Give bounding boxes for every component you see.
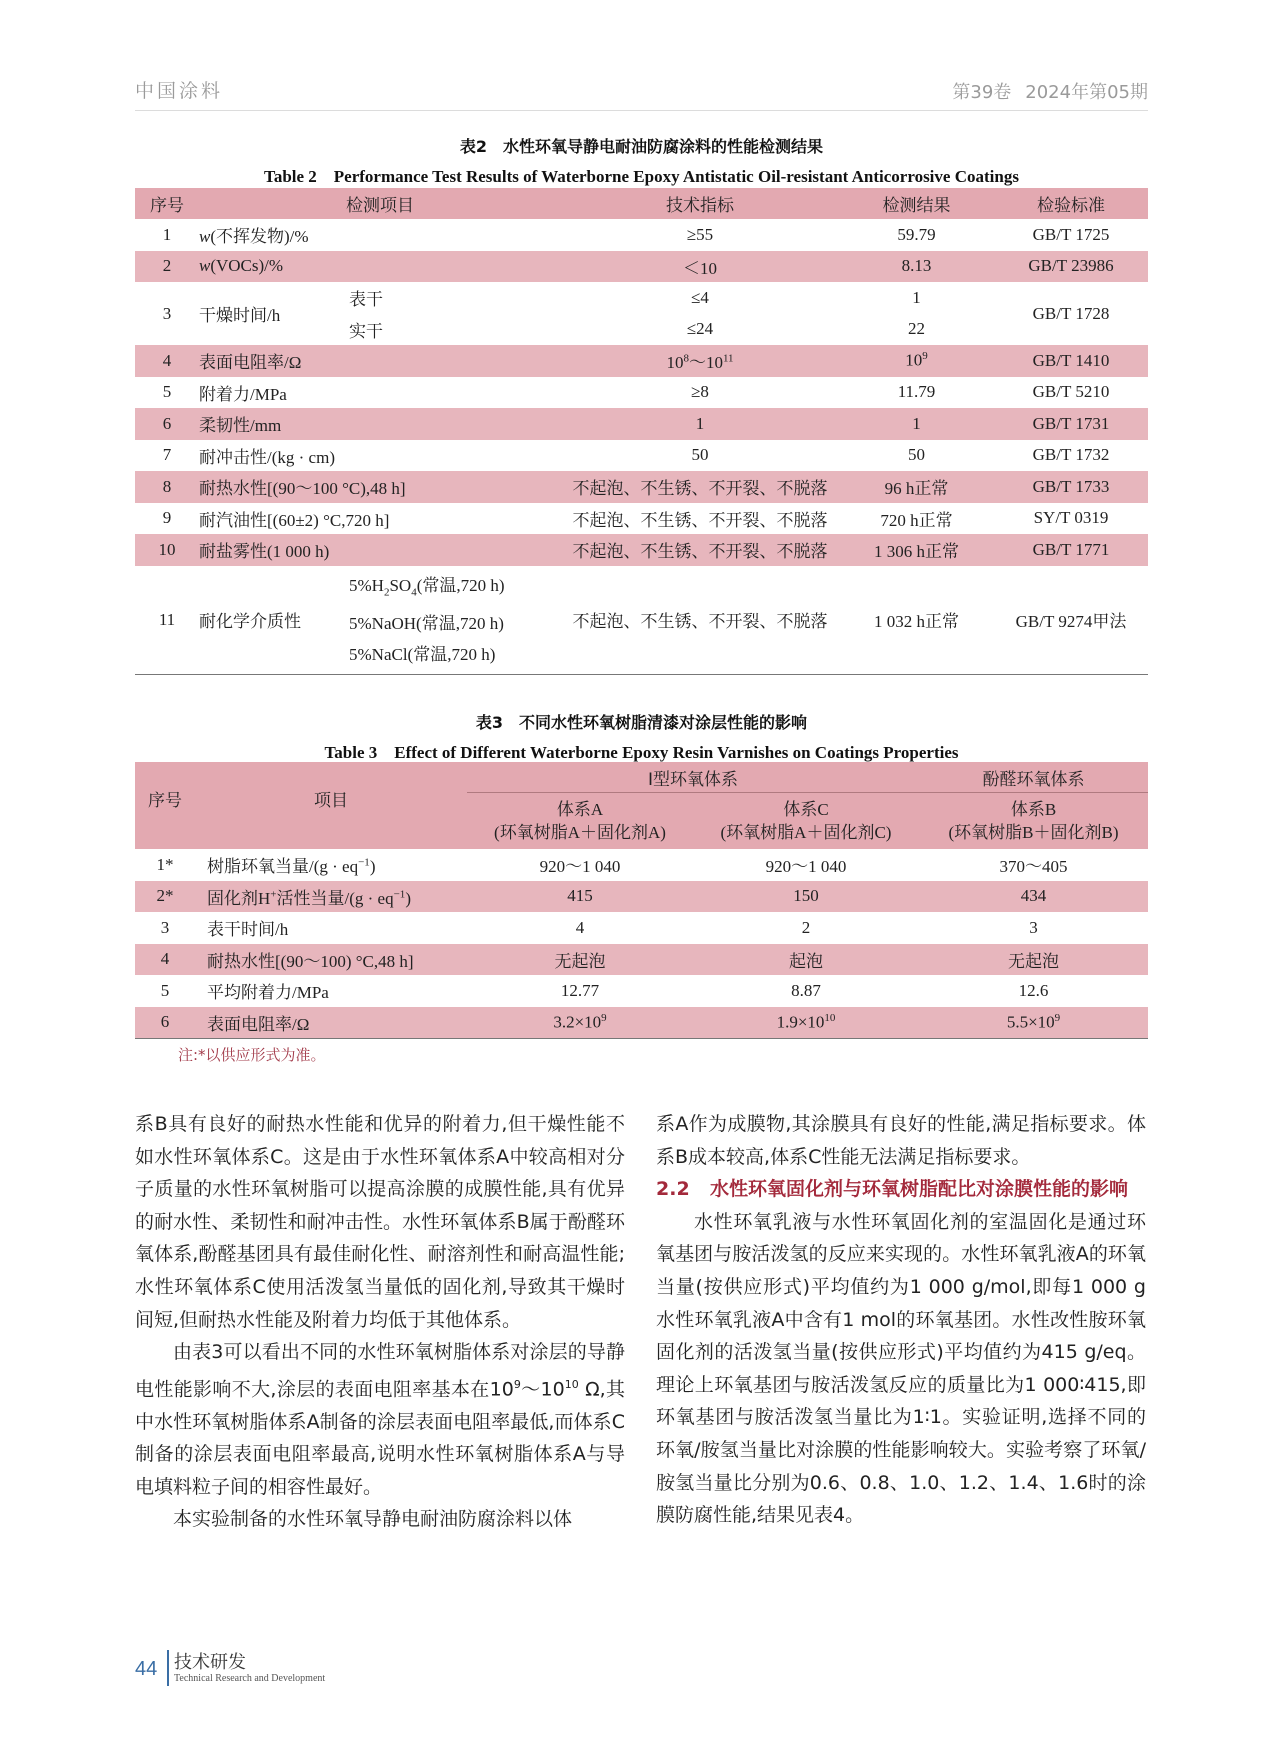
row-no: 3 xyxy=(160,917,170,937)
row-item: 耐冲击性/(kg · cm) xyxy=(199,447,335,467)
table2-header-result: 检测结果 xyxy=(882,196,951,215)
row-sysB: 12.6 xyxy=(1018,980,1049,1000)
row-no: 5 xyxy=(160,980,170,1000)
section-number: 2.2 xyxy=(656,1178,690,1201)
table-row xyxy=(135,440,1148,472)
row-spec: $10^8\sim 10^{11}$ xyxy=(666,352,734,373)
row-sysC: 150 xyxy=(793,886,819,906)
row-result: 1 xyxy=(912,413,921,433)
row-sysB: $5.5\times 10^9$ xyxy=(919,1007,1148,1039)
row-result: 1 xyxy=(912,287,921,307)
row-no: 2 xyxy=(162,256,172,276)
body-left-column xyxy=(135,1108,625,1536)
table-row xyxy=(135,1007,1148,1039)
table-row xyxy=(135,345,1148,377)
row-sysC: 起泡 xyxy=(789,951,823,971)
row-item: w(不挥发物)/% xyxy=(199,227,309,247)
table2-header-standard: 检验标准 xyxy=(1037,196,1105,215)
row-standard: GB/T 9274甲法 xyxy=(994,566,1148,675)
row-no: 8 xyxy=(162,476,172,496)
table2 xyxy=(135,188,1148,675)
row-sysA: 12.77 xyxy=(560,980,600,1000)
row-spec: ≥55 xyxy=(686,224,714,244)
table2-header-item: 检测项目 xyxy=(346,196,414,215)
row-item: 耐热水性[(90～100 °C),48 h] xyxy=(199,479,406,499)
table-row xyxy=(135,282,1148,314)
table3-group-novolac: 酚醛环氧体系 xyxy=(919,762,1148,793)
row-standard: SY/T 0319 xyxy=(1033,508,1109,528)
volume-label: 第39卷 xyxy=(952,82,1012,103)
section-title: 水性环氧固化剂与环氧树脂配比对涂膜性能的影响 xyxy=(710,1178,1129,1201)
row-result: 8.13 xyxy=(901,256,932,276)
row-no: 7 xyxy=(162,445,172,465)
issue-label: 2024年第05期 xyxy=(1025,82,1148,103)
header-rule xyxy=(135,110,1148,111)
row-spec: 1 xyxy=(695,413,705,433)
table3 xyxy=(135,762,1148,1039)
table3-header-sysB: 体系B (环氧树脂B＋固化剂B) xyxy=(948,800,1119,842)
row-no: 6 xyxy=(162,413,172,433)
paragraph: 本实验制备的水性环氧导静电耐油防腐涂料以体 xyxy=(173,1508,573,1531)
table2-caption-en: Table 2 Performance Test Results of Waterborne Epoxy Antistatic Oil-resistant Anticorrosive Coatings xyxy=(264,167,1019,186)
row-no: 9 xyxy=(162,508,172,528)
row-result: $10^9$ xyxy=(905,350,928,371)
row-result: 11.79 xyxy=(897,382,936,402)
row-sysA: $3.2\times 10^9$ xyxy=(467,1007,693,1039)
table-row xyxy=(135,219,1148,251)
table3-header-sysA: 体系A (环氧树脂A＋固化剂A) xyxy=(494,800,666,842)
row-standard: GB/T 1725 xyxy=(1032,224,1110,244)
row-sysB: 3 xyxy=(1029,917,1038,937)
table3-caption-en: Table 3 Effect of Different Waterborne Epoxy Resin Varnishes on Coatings Properties xyxy=(324,743,959,762)
row-item: 耐热水性[(90～100) °C,48 h] xyxy=(207,951,414,971)
row-spec: 不起泡、不生锈、不开裂、不脱落 xyxy=(572,510,828,530)
table-row xyxy=(135,377,1148,409)
row-spec: 50 xyxy=(691,445,709,465)
row-sysA: 无起泡 xyxy=(554,951,606,971)
table-row xyxy=(135,471,1148,503)
row-no: 3 xyxy=(162,303,172,323)
row-item: 表面电阻率/Ω xyxy=(195,1007,467,1039)
table2-header-spec: 技术指标 xyxy=(666,196,734,215)
table2-caption-zh: 表2 水性环氧导静电耐油防腐涂料的性能检测结果 xyxy=(459,137,824,156)
paragraph: 由表3可以看出不同的水性环氧树脂体系对涂层的导静电性能影响不大,涂层的表面电阻率基本在$10^9\sim 10^{10}$ Ω,其中水性环氧树脂体系A制备的涂层表面电阻率最低,而体系C制备的涂层表面电阻率最高,说明水性环氧树脂体系A与导电填料粒子间的相容性最好。 xyxy=(135,1341,625,1498)
row-item: w(VOCs)/% xyxy=(199,256,284,276)
row-result: 720 h正常 xyxy=(880,510,953,530)
row-sysB: 370～405 xyxy=(999,857,1068,877)
row-no: 2* xyxy=(156,886,174,906)
table3-header-sysC: 体系C (环氧树脂A＋固化剂C) xyxy=(720,800,892,842)
row-no: 10 xyxy=(158,539,176,559)
row-item: 附着力/MPa xyxy=(199,384,287,404)
row-spec: ≤24 xyxy=(686,319,714,339)
footer-divider xyxy=(167,1650,169,1686)
row-spec: ＜10 xyxy=(683,258,717,278)
row-result: 50 xyxy=(908,445,925,465)
row-no: 5 xyxy=(162,382,172,402)
row-result: 1 032 h正常 xyxy=(839,566,994,675)
row-no: 4 xyxy=(160,949,170,969)
paragraph: 水性环氧乳液与水性环氧固化剂的室温固化是通过环氧基团与胺活泼氢的反应来实现的。水性环氧乳液A的环氧当量(按供应形式)平均值约为1 000 g/mol,即每1 000 g水性环氧乳液A中含有1 mol的环氧基团。水性改性胺环氧固化剂的活泼氢当量(按供应形式)平均值约为415 g/eq。理论上环氧基团与胺活泼氢反应的质量比为1 000∶415,即环氧基团与胺活泼氢当量比为1∶1。实验证明,选择不同的环氧/胺氢当量比对涂膜的性能影响较大。实验考察了环氧/胺氢当量比分别为0.6、0.8、1.0、1.2、1.4、1.6时的涂膜防腐性能,结果见表4。 xyxy=(656,1210,1146,1527)
row-result: 22 xyxy=(908,319,925,339)
row-sysA: 4 xyxy=(575,917,585,937)
row-item: 固化剂H+活性当量$/(g \cdot eq^{-1})$ xyxy=(207,888,411,908)
issue-info xyxy=(938,78,1148,104)
paragraph: 系B具有良好的耐热水性能和优异的附着力,但干燥性能不如水性环氧体系C。这是由于水性环氧体系A中较高相对分子质量的水性环氧树脂可以提高涂膜的成膜性能,具有优异的耐水性、柔韧性和耐冲击性。水性环氧体系B属于酚醛环氧体系,酚醛基团具有最佳耐化性、耐溶剂性和耐高温性能;水性环氧体系C使用活泼氢当量低的固化剂,导致其干燥时间短,但耐热水性能及附着力均低于其他体系。 xyxy=(135,1113,625,1331)
table-row xyxy=(135,912,1148,944)
row-spec: 不起泡、不生锈、不开裂、不脱落 xyxy=(561,566,839,675)
table3-caption-zh: 表3 不同水性环氧树脂清漆对涂层性能的影响 xyxy=(475,713,808,732)
row-no: 1* xyxy=(156,854,174,874)
table-row xyxy=(135,849,1148,881)
table2-header-row xyxy=(135,188,1148,219)
row-spec: 不起泡、不生锈、不开裂、不脱落 xyxy=(572,479,828,499)
row-sysA: 920～1 040 xyxy=(539,857,621,877)
table2-header-no: 序号 xyxy=(150,196,184,215)
row-no: 6 xyxy=(135,1007,195,1039)
row-subitems: $5\%H_2SO_4$(常温,720 h) 5%NaOH(常温,720 h) 5%NaCl(常温,720 h) xyxy=(349,566,561,675)
row-standard: GB/T 1771 xyxy=(1032,539,1110,559)
section-heading xyxy=(656,1173,1146,1206)
row-sysC: 2 xyxy=(801,917,811,937)
table-row xyxy=(135,408,1148,440)
body-right-column xyxy=(656,1108,1146,1532)
row-sysC: 8.87 xyxy=(791,980,821,1000)
paragraph: 系A作为成膜物,其涂膜具有良好的性能,满足指标要求。体系B成本较高,体系C性能无法满足指标要求。 xyxy=(656,1113,1146,1168)
row-item: 柔韧性/mm xyxy=(199,416,282,436)
row-standard: GB/T 1732 xyxy=(1032,445,1110,465)
table-row xyxy=(135,566,1148,675)
table3-header-row xyxy=(135,762,1148,793)
row-result: 1 306 h正常 xyxy=(874,542,959,562)
row-spec: 不起泡、不生锈、不开裂、不脱落 xyxy=(572,542,828,562)
row-spec: ≤4 xyxy=(691,287,709,307)
table-row xyxy=(135,534,1148,566)
row-standard: GB/T 5210 xyxy=(1032,382,1110,402)
row-sysB: 434 xyxy=(1020,886,1047,906)
table-row xyxy=(135,503,1148,535)
row-item: 耐汽油性[(60±2) °C,720 h] xyxy=(199,510,390,530)
row-sysC: 920～1 040 xyxy=(765,857,847,877)
footer-section-zh: 技术研发 xyxy=(174,1652,246,1673)
journal-name: 中国涂料 xyxy=(135,80,224,102)
table-row xyxy=(135,251,1148,283)
row-sysB: 无起泡 xyxy=(1008,951,1059,971)
row-item: 耐化学介质性 xyxy=(199,566,349,675)
table-row xyxy=(135,881,1148,913)
row-result: 59.79 xyxy=(897,224,936,244)
row-item: 平均附着力/MPa xyxy=(207,983,329,1003)
row-sysC: $1.9\times 10^{10}$ xyxy=(693,1007,919,1039)
row-no: 11 xyxy=(135,566,199,675)
table3-note: 注:*以供应形式为准。 xyxy=(178,1046,326,1064)
row-item: 表干时间/h xyxy=(207,920,289,940)
row-standard: GB/T 1733 xyxy=(1032,476,1110,496)
table3-group-type1: Ⅰ型环氧体系 xyxy=(467,762,919,793)
table-row xyxy=(135,975,1148,1007)
row-standard: GB/T 1731 xyxy=(1032,413,1110,433)
row-subitem: 表干 xyxy=(349,290,383,310)
row-item: 干燥时间/h xyxy=(199,306,281,325)
table3-header-item: 项目 xyxy=(314,791,348,810)
row-no: 1 xyxy=(162,224,172,244)
page-number: 44 xyxy=(135,1658,158,1680)
table3-header-no: 序号 xyxy=(148,791,182,810)
row-item: 树脂环氧当量$/(g \cdot eq^{-1})$ xyxy=(207,856,376,877)
row-sysA: 415 xyxy=(567,886,593,906)
row-no: 4 xyxy=(162,350,172,370)
row-standard: GB/T 23986 xyxy=(1028,256,1114,276)
row-item: 耐盐雾性(1 000 h) xyxy=(199,542,330,562)
table-row xyxy=(135,944,1148,976)
row-subitem: 实干 xyxy=(349,321,383,341)
row-standard: GB/T 1728 xyxy=(1032,303,1110,323)
row-standard: GB/T 1410 xyxy=(1032,350,1110,370)
row-item: 表面电阻率/Ω xyxy=(199,353,302,373)
row-result: 96 h正常 xyxy=(884,479,949,499)
row-spec: ≥8 xyxy=(691,382,709,402)
footer-section-en: Technical Research and Development xyxy=(174,1673,326,1684)
